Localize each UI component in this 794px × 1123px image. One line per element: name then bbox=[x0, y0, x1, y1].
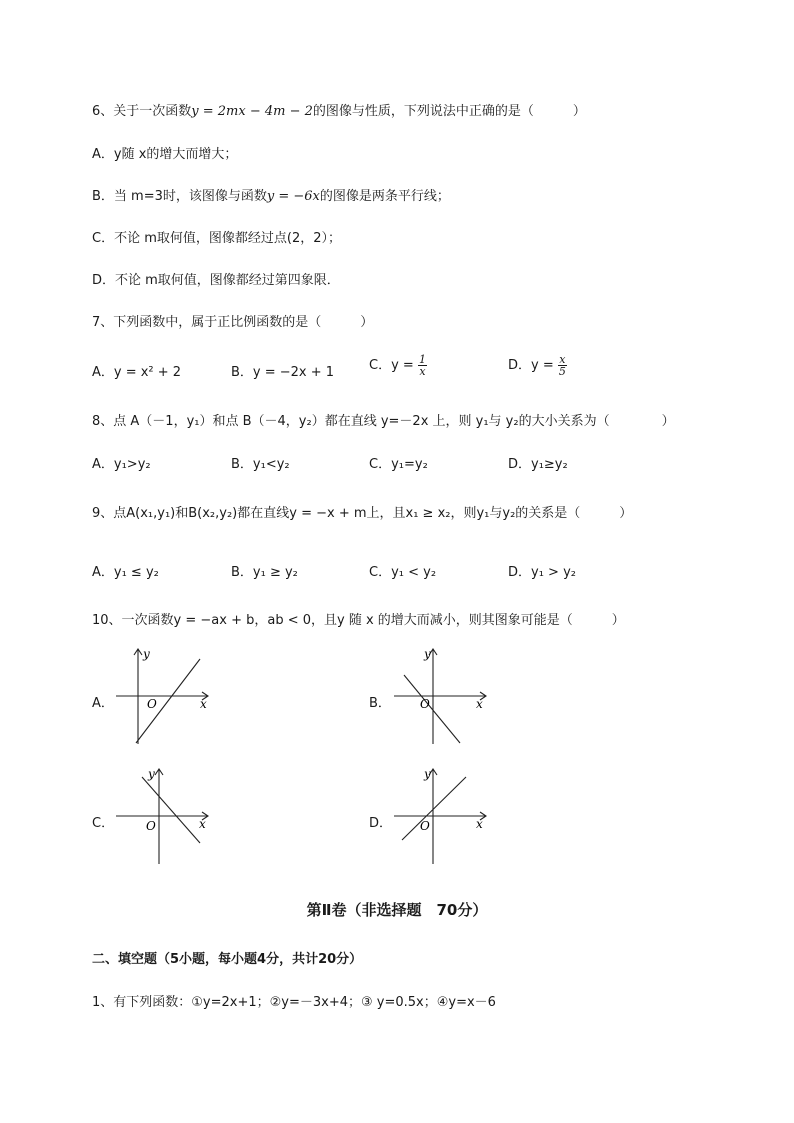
q6-option-c: C．不论 m取何值，图像都经过点(2，2）； bbox=[92, 231, 341, 246]
q7-option-d-pre: D．y = bbox=[508, 358, 554, 373]
q6-option-a: A．y随 x的增大而增大； bbox=[92, 147, 238, 162]
q10-label-d: D． bbox=[369, 816, 393, 831]
function-line bbox=[136, 659, 200, 743]
q10-graph-d bbox=[390, 765, 490, 867]
q7-option-c bbox=[369, 354, 427, 377]
q6-option-b-pre: B．当 m=3时，该图像与函数 bbox=[92, 189, 267, 204]
function-line bbox=[142, 777, 200, 843]
q7-option-a: A．y = x² + 2 bbox=[92, 365, 182, 380]
q8-stem: 8、点 A（－1，y₁）和点 B（－4，y₂）都在直线 y=－2x 上，则 y₁与 y₂的大小关系为（ ） bbox=[92, 414, 675, 429]
x-axis-label: x bbox=[476, 817, 483, 831]
y-axis-label: y bbox=[424, 647, 431, 661]
section-heading: 二、填空题（5小题，每小题4分，共计20分） bbox=[92, 952, 363, 967]
q6-option-d: D．不论 m取何值，图像都经过第四象限． bbox=[92, 273, 340, 288]
q9-stem: 9、点A(x₁,y₁)和B(x₂,y₂)都在直线y = −x + m上，且x₁ ≥ x₂，则y₁与y₂的关系是（ ） bbox=[92, 506, 633, 521]
q9-option-a: A．y₁ ≤ y₂ bbox=[92, 565, 159, 580]
q9-option-d: D．y₁ > y₂ bbox=[508, 565, 576, 580]
q6-option-b-post: 的图像是两条平行线； bbox=[319, 189, 450, 204]
q7-option-c-fraction: $\frac{1}{x}$ bbox=[418, 353, 426, 378]
q7-option-b: B．y = −2x + 1 bbox=[231, 365, 335, 380]
origin-label: O bbox=[420, 697, 430, 711]
q8-option-a: A．y₁>y₂ bbox=[92, 457, 151, 472]
q6-prefix: 6、关于一次函数 bbox=[92, 104, 192, 119]
q10-stem: 10、一次函数y = −ax + b，ab < 0，且y 随 x 的增大而减小，则其图象可能是（ ） bbox=[92, 613, 625, 628]
x-axis-label: x bbox=[199, 817, 206, 831]
q10-graph-b bbox=[390, 645, 490, 747]
q10-graph-a bbox=[112, 645, 212, 747]
q7-option-d-fraction: $\frac{x}{5}$ bbox=[558, 353, 566, 378]
q8-option-b: B．y₁<y₂ bbox=[231, 457, 290, 472]
y-axis-label: y bbox=[424, 767, 431, 781]
x-axis-label: x bbox=[476, 697, 483, 711]
section-title: 第Ⅱ卷（非选择题 70分） bbox=[306, 901, 488, 919]
origin-label: O bbox=[420, 819, 430, 833]
q7-option-c-pre: C．y = bbox=[369, 358, 414, 373]
q6-option-b bbox=[92, 185, 450, 204]
q10-graph-c bbox=[112, 765, 212, 867]
q6-suffix: 的图像与性质，下列说法中正确的是（ ） bbox=[312, 104, 586, 119]
q6-formula: y = 2mx − 4m − 2 bbox=[191, 104, 313, 119]
q10-label-c: C． bbox=[92, 816, 115, 831]
function-line bbox=[402, 777, 466, 840]
q8-option-d: D．y₁≥y₂ bbox=[508, 457, 568, 472]
q6-option-b-formula: y = −6x bbox=[266, 189, 320, 204]
y-axis-label: y bbox=[148, 767, 155, 781]
q9-option-c: C．y₁ < y₂ bbox=[369, 565, 437, 580]
q8-option-c: C．y₁=y₂ bbox=[369, 457, 428, 472]
origin-label: O bbox=[147, 697, 157, 711]
q6-stem bbox=[92, 100, 586, 119]
q10-label-b: B． bbox=[369, 696, 391, 711]
y-axis-label: y bbox=[143, 647, 150, 661]
q9-option-b: B．y₁ ≥ y₂ bbox=[231, 565, 298, 580]
q10-label-a: A． bbox=[92, 696, 114, 711]
fill-q1: 1、有下列函数：①y=2x+1；②y=－3x+4；③ y=0.5x；④y=x－6 bbox=[92, 995, 496, 1010]
origin-label: O bbox=[146, 819, 156, 833]
x-axis-label: x bbox=[200, 697, 207, 711]
q7-option-d bbox=[508, 354, 567, 377]
q7-stem: 7、下列函数中，属于正比例函数的是（ ） bbox=[92, 315, 374, 330]
function-line bbox=[404, 675, 460, 743]
